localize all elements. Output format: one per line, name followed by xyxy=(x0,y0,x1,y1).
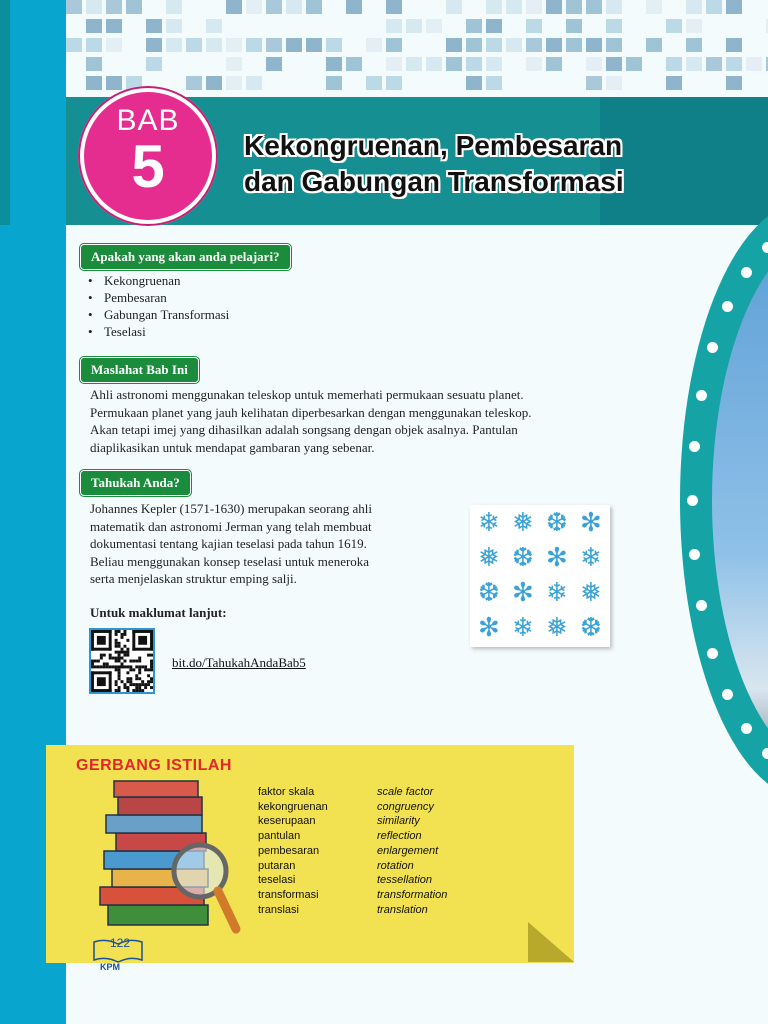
list-item: • Gabungan Transformasi xyxy=(88,306,229,323)
mosaic-tile xyxy=(186,76,202,90)
snowflake-icon: ✻ xyxy=(512,578,534,607)
mosaic-tile xyxy=(566,38,582,52)
ring-dot xyxy=(762,748,768,759)
mosaic-tile xyxy=(686,38,702,52)
didyouknow-heading: Tahukah Anda? xyxy=(80,470,191,496)
mosaic-tile xyxy=(586,76,602,90)
mosaic-tile xyxy=(86,57,102,71)
mosaic-tile xyxy=(306,38,322,52)
mosaic-tile xyxy=(666,57,682,71)
mosaic-tile xyxy=(606,38,622,52)
snowflake-icon: ✻ xyxy=(580,508,602,537)
mosaic-tile xyxy=(266,57,282,71)
mosaic-tile xyxy=(326,76,342,90)
qr-code-icon[interactable] xyxy=(89,628,155,694)
mosaic-tile xyxy=(346,0,362,14)
list-item: teselasi xyxy=(258,874,296,887)
mosaic-tile xyxy=(246,76,262,90)
list-item: reflection xyxy=(377,830,422,843)
list-item: keserupaan xyxy=(258,815,316,828)
mosaic-tile xyxy=(386,38,402,52)
mosaic-tile xyxy=(166,19,182,33)
list-item: transformation xyxy=(377,888,448,901)
chapter-badge xyxy=(84,92,212,220)
mosaic-tile xyxy=(426,19,442,33)
learn-heading: Apakah yang akan anda pelajari? xyxy=(80,244,291,270)
mosaic-tile xyxy=(666,76,682,90)
mosaic-tile xyxy=(486,76,502,90)
mosaic-tile xyxy=(386,76,402,90)
mosaic-tile xyxy=(706,57,722,71)
mosaic-tile xyxy=(446,38,462,52)
mosaic-decoration xyxy=(66,0,768,95)
mosaic-tile xyxy=(186,38,202,52)
list-item: rotation xyxy=(377,859,414,872)
list-item: congruency xyxy=(377,800,434,813)
snowflake-icon: ✻ xyxy=(546,543,568,572)
mosaic-tile xyxy=(606,19,622,33)
mosaic-tile xyxy=(226,76,242,90)
ring-dot xyxy=(741,723,752,734)
mosaic-tile xyxy=(386,0,402,14)
mosaic-tile xyxy=(126,0,142,14)
snowflake-icon: ❅ xyxy=(512,508,534,537)
mosaic-tile xyxy=(286,0,302,14)
mosaic-tile xyxy=(366,76,382,90)
mosaic-tile xyxy=(486,19,502,33)
ring-dot xyxy=(696,390,707,401)
didyouknow-line: dokumentasi tentang kajian teselasi pada tahun 1619. xyxy=(90,536,367,551)
more-info-label: Untuk maklumat lanjut: xyxy=(90,605,227,620)
glossary-terms-ms xyxy=(258,785,328,917)
list-item: transformasi xyxy=(258,888,319,901)
glossary-heading: GERBANG ISTILAH xyxy=(76,757,232,774)
list-item: similarity xyxy=(377,815,420,828)
learn-list xyxy=(88,272,229,340)
mosaic-tile xyxy=(466,38,482,52)
mosaic-tile xyxy=(86,19,102,33)
info-link[interactable]: bit.do/TahukahAndaBab5 xyxy=(172,655,306,670)
mosaic-tile xyxy=(266,38,282,52)
mosaic-tile xyxy=(486,38,502,52)
mosaic-tile xyxy=(686,19,702,33)
mosaic-tile xyxy=(86,76,102,90)
benefit-paragraph xyxy=(90,386,532,456)
mosaic-tile xyxy=(546,38,562,52)
list-item: putaran xyxy=(258,859,296,872)
mosaic-tile xyxy=(246,0,262,14)
list-item: translasi xyxy=(258,903,299,916)
chapter-number: 5 xyxy=(131,133,165,200)
mosaic-tile xyxy=(566,0,582,14)
mosaic-tile xyxy=(526,38,542,52)
ring-dot xyxy=(689,549,700,560)
page-number: 122 xyxy=(110,936,131,950)
mosaic-tile xyxy=(226,57,242,71)
mosaic-tile xyxy=(606,76,622,90)
didyouknow-line: serta menjelaskan struktur emping salji. xyxy=(90,571,297,586)
mosaic-tile xyxy=(326,57,342,71)
mosaic-tile xyxy=(726,57,742,71)
mosaic-tile xyxy=(606,0,622,14)
mosaic-tile xyxy=(446,57,462,71)
list-item: pembesaran xyxy=(258,844,320,857)
snowflake-icon: ❅ xyxy=(478,543,500,572)
mosaic-tile xyxy=(86,0,102,14)
mosaic-tile xyxy=(746,57,762,71)
mosaic-tile xyxy=(646,38,662,52)
mosaic-tile xyxy=(286,38,302,52)
mosaic-tile xyxy=(666,19,682,33)
mosaic-tile xyxy=(206,76,222,90)
publisher-logo: KPM xyxy=(100,962,120,972)
didyouknow-line: Johannes Kepler (1571-1630) merupakan seorang ahli xyxy=(90,501,372,516)
mosaic-tile xyxy=(526,19,542,33)
mosaic-tile xyxy=(146,38,162,52)
mosaic-tile xyxy=(346,57,362,71)
didyouknow-line: Beliau menggunakan konsep teselasi untuk meneroka xyxy=(90,553,370,569)
snowflake-icon: ❆ xyxy=(478,578,500,607)
mosaic-tile xyxy=(486,0,502,14)
mosaic-tile xyxy=(526,0,542,14)
mosaic-tile xyxy=(146,19,162,33)
mosaic-tile xyxy=(86,38,102,52)
mosaic-tile xyxy=(586,0,602,14)
list-item: tessellation xyxy=(377,874,433,887)
list-item: enlargement xyxy=(377,844,439,857)
mosaic-tile xyxy=(686,0,702,14)
mosaic-tile xyxy=(326,38,342,52)
benefit-line: Ahli astronomi menggunakan teleskop untuk memerhati permukaan sesuatu planet. xyxy=(90,387,524,402)
mosaic-tile xyxy=(106,0,122,14)
mosaic-tile xyxy=(66,0,82,14)
snowflake-icon: ❅ xyxy=(580,578,602,607)
list-item: pantulan xyxy=(258,830,301,843)
books-icon xyxy=(96,779,246,939)
mosaic-tile xyxy=(146,57,162,71)
list-item: scale factor xyxy=(377,786,434,798)
snowflake-icon: ❆ xyxy=(512,543,534,572)
mosaic-tile xyxy=(566,19,582,33)
mosaic-tile xyxy=(546,57,562,71)
snowflake-icon: ❄ xyxy=(478,508,500,537)
list-item: • Kekongruenan xyxy=(88,272,229,289)
mosaic-tile xyxy=(466,76,482,90)
ring-dot xyxy=(687,495,698,506)
page-title xyxy=(244,128,674,200)
benefit-line: diaplikasikan untuk mendapat gambaran yang sebenar. xyxy=(90,439,375,455)
mosaic-tile xyxy=(726,76,742,90)
chapter-label: BAB xyxy=(116,104,180,137)
mosaic-tile xyxy=(226,0,242,14)
mosaic-tile xyxy=(586,57,602,71)
list-item: translation xyxy=(377,903,428,916)
mosaic-tile xyxy=(306,0,322,14)
mosaic-tile xyxy=(66,38,82,52)
benefit-heading: Maslahat Bab Ini xyxy=(80,357,199,383)
mosaic-tile xyxy=(106,19,122,33)
mosaic-tile xyxy=(266,0,282,14)
snowflake-icon: ❆ xyxy=(546,508,568,537)
mosaic-tile xyxy=(486,57,502,71)
didyouknow-line: matematik dan astronomi Jerman yang telah membuat xyxy=(90,518,372,534)
mosaic-tile xyxy=(546,0,562,14)
mosaic-tile xyxy=(426,57,442,71)
mosaic-tile xyxy=(686,57,702,71)
mosaic-tile xyxy=(246,38,262,52)
mosaic-tile xyxy=(466,57,482,71)
mosaic-tile xyxy=(506,38,522,52)
list-item: kekongruenan xyxy=(258,800,328,813)
mosaic-tile xyxy=(106,76,122,90)
mosaic-tile xyxy=(466,19,482,33)
mosaic-tile xyxy=(626,57,642,71)
title-line-1: Kekongruenan, Pembesaran xyxy=(244,130,623,161)
mosaic-tile xyxy=(206,38,222,52)
list-item: • Teselasi xyxy=(88,323,229,340)
mosaic-tile xyxy=(506,0,522,14)
glossary-panel xyxy=(46,745,574,963)
snowflake-icon: ❄ xyxy=(580,543,602,572)
mosaic-tile xyxy=(606,57,622,71)
benefit-line: Akan tetapi imej yang dihasilkan adalah songsang dengan objek asalnya. Pantulan xyxy=(90,422,518,437)
mosaic-tile xyxy=(646,0,662,14)
mosaic-tile xyxy=(166,38,182,52)
mosaic-tile xyxy=(586,38,602,52)
mosaic-tile xyxy=(526,57,542,71)
snowflake-icon: ✻ xyxy=(478,613,500,642)
glossary-terms-en xyxy=(377,785,447,917)
benefit-line: Permukaan planet yang jauh kelihatan diperbesarkan dengan menggunakan teleskop. xyxy=(90,404,532,420)
mosaic-tile xyxy=(106,38,122,52)
mosaic-tile xyxy=(726,0,742,14)
mosaic-tile xyxy=(206,19,222,33)
snowflake-icon: ❅ xyxy=(546,613,568,642)
left-margin-accent xyxy=(0,0,10,225)
snowflake-icon: ❆ xyxy=(580,613,602,642)
mosaic-tile xyxy=(706,0,722,14)
mosaic-tile xyxy=(726,38,742,52)
mosaic-tile xyxy=(406,19,422,33)
mosaic-tile xyxy=(406,57,422,71)
list-item: faktor skala xyxy=(258,786,315,798)
mosaic-tile xyxy=(386,57,402,71)
mosaic-tile xyxy=(446,0,462,14)
snowflake-icon: ❄ xyxy=(512,613,534,642)
list-item: • Pembesaran xyxy=(88,289,229,306)
title-line-2: dan Gabungan Transformasi xyxy=(244,166,624,197)
snowflake-icon: ❄ xyxy=(546,578,568,607)
mosaic-tile xyxy=(386,19,402,33)
mosaic-tile xyxy=(166,0,182,14)
ring-dot xyxy=(741,267,752,278)
mosaic-tile xyxy=(366,38,382,52)
page-fold xyxy=(528,922,574,962)
didyouknow-paragraph xyxy=(90,500,372,588)
mosaic-tile xyxy=(226,38,242,52)
snowflake-panel xyxy=(470,505,610,647)
